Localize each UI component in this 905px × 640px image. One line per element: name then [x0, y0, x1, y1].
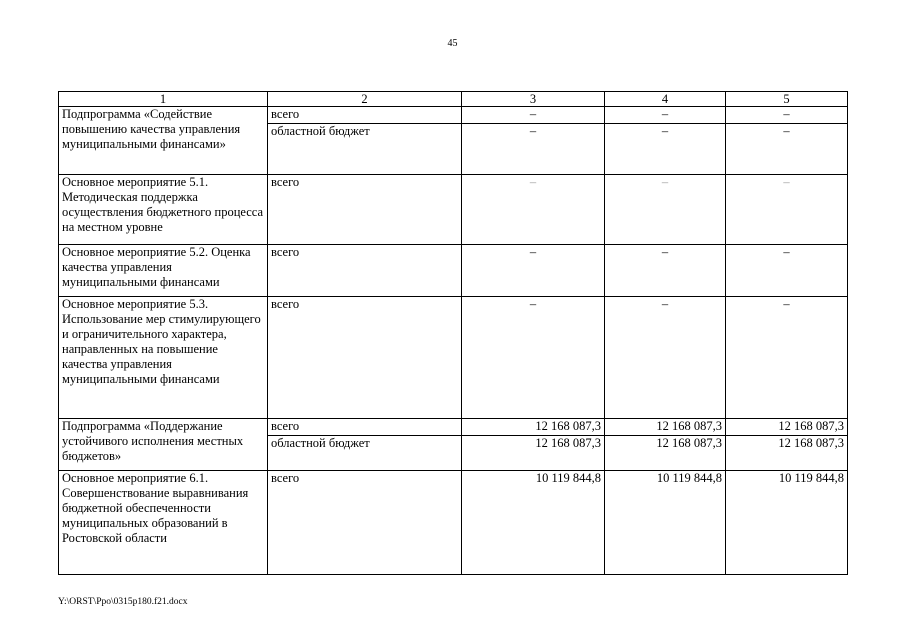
- row-name: Основное мероприятие 6.1. Совершенствование выравнивания бюджетной обеспеченности муниципальных образований в Ростовской области: [59, 471, 268, 575]
- value-cell: 12 168 087,3: [605, 436, 726, 471]
- value-cell: –: [605, 245, 726, 297]
- value-cell: –: [605, 297, 726, 419]
- source-cell: всего: [268, 245, 462, 297]
- value-cell: –: [462, 124, 605, 175]
- value-cell: –: [462, 107, 605, 124]
- value-cell: 12 168 087,3: [726, 436, 848, 471]
- source-cell: всего: [268, 107, 462, 124]
- value-cell: 10 119 844,8: [462, 471, 605, 575]
- row-name: Подпрограмма «Поддержание устойчивого исполнения местных бюджетов»: [59, 419, 268, 471]
- value-cell: 10 119 844,8: [605, 471, 726, 575]
- value-cell: –: [605, 107, 726, 124]
- value-cell: –: [462, 297, 605, 419]
- source-cell: всего: [268, 297, 462, 419]
- value-cell: 10 119 844,8: [726, 471, 848, 575]
- source-cell: областной бюджет: [268, 436, 462, 471]
- source-cell: областной бюджет: [268, 124, 462, 175]
- row-name: Основное мероприятие 5.3. Использование мер стимулирующего и ограничительного характера, направленных на повышение качества управления муниципальными финансами: [59, 297, 268, 419]
- value-cell: –: [726, 124, 848, 175]
- source-cell: всего: [268, 419, 462, 436]
- source-cell: всего: [268, 471, 462, 575]
- value-cell: 12 168 087,3: [605, 419, 726, 436]
- value-cell: –: [462, 175, 605, 245]
- row-name: Подпрограмма «Содействие повышению качества управления муниципальными финансами»: [59, 107, 268, 175]
- header-row: [59, 92, 848, 107]
- table-row: [59, 175, 848, 245]
- source-cell: всего: [268, 175, 462, 245]
- table-row: [59, 419, 848, 436]
- value-cell: –: [726, 297, 848, 419]
- value-cell: 12 168 087,3: [462, 436, 605, 471]
- value-cell: –: [605, 175, 726, 245]
- value-cell: 12 168 087,3: [726, 419, 848, 436]
- column-header-4: 4: [605, 92, 726, 107]
- value-cell: –: [462, 245, 605, 297]
- table-row: [59, 245, 848, 297]
- column-header-3: 3: [462, 92, 605, 107]
- column-header-1: 1: [59, 92, 268, 107]
- row-name: Основное мероприятие 5.1. Методическая поддержка осуществления бюджетного процесса на местном уровне: [59, 175, 268, 245]
- value-cell: –: [726, 107, 848, 124]
- table-row: [59, 471, 848, 575]
- value-cell: –: [726, 245, 848, 297]
- budget-table: [58, 91, 848, 575]
- row-name: Основное мероприятие 5.2. Оценка качества управления муниципальными финансами: [59, 245, 268, 297]
- value-cell: 12 168 087,3: [462, 419, 605, 436]
- table-row: [59, 297, 848, 419]
- table-row: [59, 107, 848, 124]
- column-header-2: 2: [268, 92, 462, 107]
- value-cell: –: [605, 124, 726, 175]
- column-header-5: 5: [726, 92, 848, 107]
- page-number: 45: [447, 38, 458, 49]
- footer-file-path: Y:\ORST\Ppo\0315p180.f21.docx: [58, 597, 188, 607]
- value-cell: –: [726, 175, 848, 245]
